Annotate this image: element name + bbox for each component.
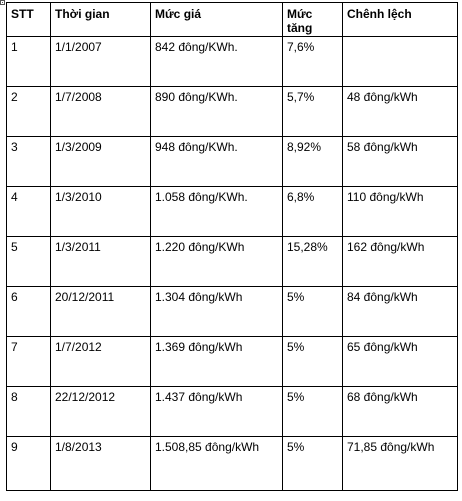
cell-stt: 1: [7, 37, 51, 87]
cell-increase: 5,7%: [283, 87, 343, 137]
table-row: [7, 387, 458, 437]
cell-price: 1.220 đông/KWh: [151, 237, 283, 287]
cell-time: 1/1/2007: [51, 37, 151, 87]
header-difference: Chênh lệch: [343, 3, 458, 37]
table-row: [7, 187, 458, 237]
cell-stt: 5: [7, 237, 51, 287]
cell-increase: 6,8%: [283, 187, 343, 237]
header-increase: Mức tăng: [283, 3, 343, 37]
cell-price: 1.508,85 đông/kWh: [151, 437, 283, 491]
header-time: Thời gian: [51, 3, 151, 37]
electricity-price-table: [6, 2, 458, 491]
cell-time: 20/12/2011: [51, 287, 151, 337]
cell-time: 1/3/2010: [51, 187, 151, 237]
cell-time: 1/7/2008: [51, 87, 151, 137]
cell-time: 1/8/2013: [51, 437, 151, 491]
cell-difference: 110 đông/kWh: [343, 187, 458, 237]
cell-price: 842 đông/KWh.: [151, 37, 283, 87]
cell-stt: 9: [7, 437, 51, 491]
table-row: [7, 337, 458, 387]
cell-increase: 5%: [283, 387, 343, 437]
cell-price: 1.304 đông/kWh: [151, 287, 283, 337]
cell-price: 1.369 đông/kWh: [151, 337, 283, 387]
table-row: [7, 87, 458, 137]
cell-difference: 71,85 đông/kWh: [343, 437, 458, 491]
cell-time: 1/3/2009: [51, 137, 151, 187]
header-stt: STT: [7, 3, 51, 37]
table-row: [7, 237, 458, 287]
cell-time: 1/7/2012: [51, 337, 151, 387]
cell-increase: 15,28%: [283, 237, 343, 287]
cell-stt: 2: [7, 87, 51, 137]
cell-time: 22/12/2012: [51, 387, 151, 437]
cell-price: 890 đông/KWh.: [151, 87, 283, 137]
cell-increase: 5%: [283, 437, 343, 491]
cell-price: 1.437 đông/kWh: [151, 387, 283, 437]
cell-price: 948 đông/KWh.: [151, 137, 283, 187]
cell-stt: 7: [7, 337, 51, 387]
cell-stt: 3: [7, 137, 51, 187]
cell-difference: 65 đông/kWh: [343, 337, 458, 387]
cell-difference: [343, 37, 458, 87]
cell-increase: 7,6%: [283, 37, 343, 87]
cell-time: 1/3/2011: [51, 237, 151, 287]
cell-difference: 84 đông/kWh: [343, 287, 458, 337]
cell-price: 1.058 đông/KWh.: [151, 187, 283, 237]
cell-difference: 58 đông/kWh: [343, 137, 458, 187]
cell-difference: 162 đông/kWh: [343, 237, 458, 287]
table-row: [7, 287, 458, 337]
table-header-row: [7, 3, 458, 37]
cell-increase: 8,92%: [283, 137, 343, 187]
cell-increase: 5%: [283, 337, 343, 387]
table-row: [7, 37, 458, 87]
cell-stt: 4: [7, 187, 51, 237]
header-price: Mức giá: [151, 3, 283, 37]
cell-stt: 8: [7, 387, 51, 437]
table-row: [7, 137, 458, 187]
cell-increase: 5%: [283, 287, 343, 337]
cell-difference: 48 đông/kWh: [343, 87, 458, 137]
table-anchor-handle[interactable]: [0, 0, 5, 5]
cell-stt: 6: [7, 287, 51, 337]
table-row: [7, 437, 458, 491]
cell-difference: 68 đông/kWh: [343, 387, 458, 437]
